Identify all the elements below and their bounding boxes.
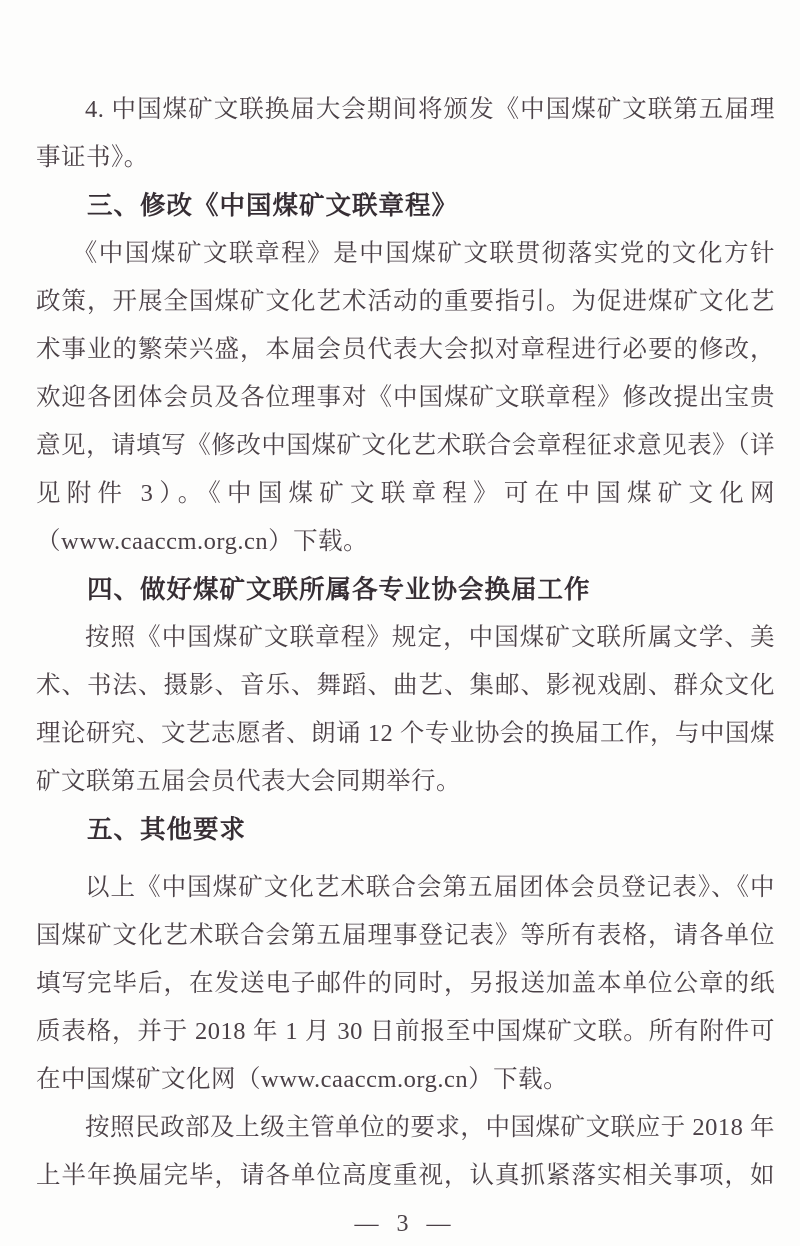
text-line: 填写完毕后，在发送电子邮件的同时，另报送加盖本单位公章的纸 — [36, 970, 775, 997]
website-line: 在中国煤矿文化网（www.caaccm.org.cn）下载。 — [36, 1066, 569, 1093]
text-line: 《中国煤矿文联章程》是中国煤矿文联贯彻落实党的文化方针 — [72, 240, 775, 267]
text-line: 质表格，并于 2018 年 1 月 30 日前报至中国煤矿文联。所有附件可 — [36, 1018, 775, 1045]
page-number: — 3 — — [354, 1211, 457, 1237]
text-line: 政策，开展全国煤矿文化艺术活动的重要指引。为促进煤矿文化艺 — [36, 288, 775, 315]
text-line: 欢迎各团体会员及各位理事对《中国煤矿文联章程》修改提出宝贵 — [36, 384, 775, 411]
section-heading-3: 三、修改《中国煤矿文联章程》 — [87, 192, 459, 220]
text-line: 理论研究、文艺志愿者、朗诵 12 个专业协会的换届工作，与中国煤 — [36, 720, 775, 747]
section-heading-4: 四、做好煤矿文联所属各专业协会换届工作 — [87, 576, 591, 604]
text-line: 4. 中国煤矿文联换届大会期间将颁发《中国煤矿文联第五届理 — [85, 96, 775, 123]
text-line: 国煤矿文化艺术联合会第五届理事登记表》等所有表格，请各单位 — [36, 922, 775, 949]
text-line: 见附件 3）。《中国煤矿文联章程》可在中国煤矿文化网 — [36, 480, 775, 507]
text-line: 上半年换届完毕，请各单位高度重视，认真抓紧落实相关事项，如 — [36, 1162, 775, 1189]
text-line: 术、书法、摄影、音乐、舞蹈、曲艺、集邮、影视戏剧、群众文化 — [36, 672, 775, 699]
website-line: （www.caaccm.org.cn）下载。 — [36, 528, 369, 555]
text-line: 按照《中国煤矿文联章程》规定，中国煤矿文联所属文学、美 — [85, 624, 775, 651]
text-line: 术事业的繁荣兴盛，本届会员代表大会拟对章程进行必要的修改， — [36, 336, 775, 363]
text-line: 意见，请填写《修改中国煤矿文化艺术联合会章程征求意见表》（详 — [36, 432, 775, 459]
text-line: 事证书》。 — [36, 144, 149, 171]
text-line: 按照民政部及上级主管单位的要求，中国煤矿文联应于 2018 年 — [85, 1114, 775, 1141]
text-line: 以上《中国煤矿文化艺术联合会第五届团体会员登记表》、《中 — [85, 874, 775, 901]
text-line: 矿文联第五届会员代表大会同期举行。 — [36, 768, 461, 795]
section-heading-5: 五、其他要求 — [87, 816, 247, 844]
